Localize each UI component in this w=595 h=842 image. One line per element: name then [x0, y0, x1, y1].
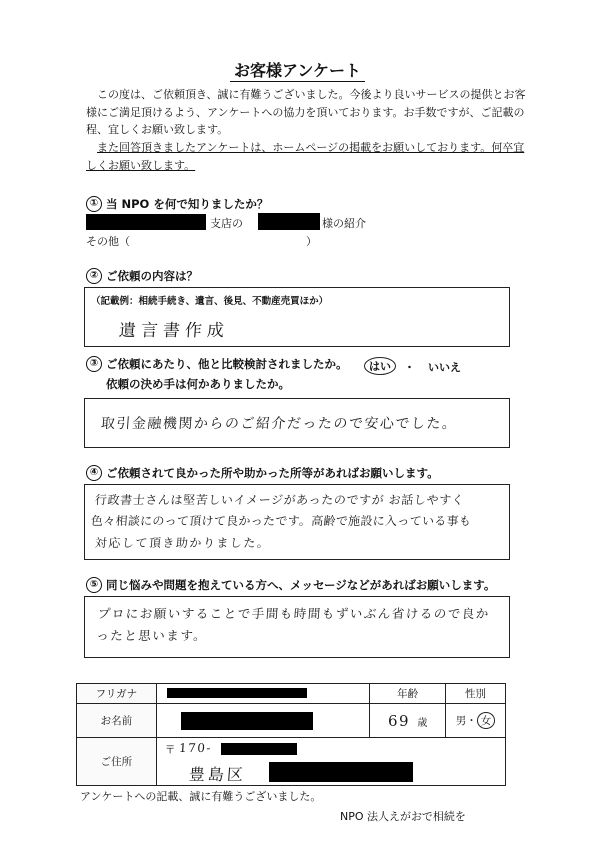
- furigana-label: フリガナ: [77, 684, 157, 704]
- redacted-branch: [86, 214, 206, 230]
- intro-underlined-text: また回答頂きましたアンケートは、ホームページの掲載をお願いしております。何卒宜しくお願い致します。: [86, 141, 525, 172]
- answer-box-2: [84, 287, 510, 347]
- answer-4-line-3: 対応して頂き助かりました。: [94, 536, 271, 550]
- address-cell: [156, 738, 505, 786]
- question-1-text: 当 NPO を何で知りましたか？: [106, 197, 269, 211]
- answer-3-handwritten: 取引金融機関からのご紹介だったので安心でした。: [100, 416, 458, 432]
- furigana-cell: [156, 684, 369, 704]
- question-5: [86, 577, 495, 593]
- gender-separator: ・: [466, 715, 477, 727]
- option-no: いいえ: [428, 361, 461, 374]
- question-1: [86, 196, 268, 212]
- postal-value: 170-: [178, 741, 213, 755]
- answer-2-handwritten: 遺言書作成: [118, 321, 230, 341]
- gender-female: 女: [477, 712, 496, 729]
- intro-underlined-paragraph: [86, 139, 526, 174]
- branch-suffix: 支店の: [210, 217, 243, 230]
- question-5-text: 同じ悩みや問題を抱えている方へ、メッセージなどがあればお願いします。: [106, 578, 496, 592]
- option-yes: [364, 357, 396, 375]
- address-label: ご住所: [77, 738, 157, 786]
- option-yes-circled: はい: [364, 357, 396, 375]
- other-close: ）: [306, 235, 317, 248]
- intro-paragraph: この度は、ご依頼頂き、誠に有難うございました。今後より良いサービスの提供とお客様にご満足頂けるよう、アンケートへの協力を頂いております。お手数ですが、ご記載の程、宜しくお願い致します。: [86, 88, 526, 136]
- name-label: お名前: [77, 704, 157, 738]
- age-cell: [370, 704, 446, 738]
- respondent-info-table: [76, 683, 506, 786]
- answer-4-line-2: 色々相談にのって頂けて良かったです。高齢で施設に入っている事も: [90, 514, 472, 528]
- question-3-text: ご依頼にあたり、他と比較検討されましたか。: [106, 357, 348, 371]
- gender-header: 性別: [446, 684, 506, 704]
- address-handwritten: 豊島区: [188, 765, 247, 784]
- answer-4-line-1: 行政書士さんは堅苦しいイメージがあったのですが お話しやすく: [94, 493, 465, 507]
- example-note: （記載例：相続手続き、遺言、後見、不動産売買ほか）: [91, 296, 329, 307]
- answer-box-4: [84, 484, 510, 560]
- question-1-number: ①: [86, 196, 102, 212]
- question-2-text: ご依頼の内容は？: [106, 269, 198, 283]
- referral-suffix: 様の紹介: [322, 217, 366, 230]
- age-header: 年齢: [370, 684, 446, 704]
- age-value: 69: [387, 711, 411, 730]
- answer-5-handwritten: プロにお願いすることで手間も時間もずいぶん省けるので良かったと思います。: [95, 606, 491, 643]
- question-4-number: ④: [86, 465, 102, 481]
- gender-male: 男: [455, 715, 467, 727]
- postal-prefix: 〒: [164, 744, 176, 756]
- question-2: [86, 268, 198, 284]
- answer-box-5: [84, 596, 510, 658]
- name-cell: [156, 704, 369, 738]
- redacted-name: [181, 712, 313, 730]
- other-label: その他（: [86, 235, 130, 248]
- question-5-number: ⑤: [86, 577, 102, 593]
- redacted-furigana: [167, 688, 307, 698]
- question-2-number: ②: [86, 268, 102, 284]
- option-separator: ・: [404, 361, 415, 374]
- answer-box-3: [84, 398, 510, 448]
- question-4: [86, 465, 439, 481]
- age-unit: 歳: [417, 717, 428, 729]
- redacted-address: [269, 762, 413, 782]
- footer-thanks: アンケートへの記載、誠に有難うございました。: [80, 790, 322, 803]
- question-3-sub: 依頼の決め手は何かありましたか。: [106, 377, 290, 391]
- survey-title: お客様アンケート: [0, 58, 595, 81]
- redacted-postal: [221, 743, 297, 755]
- redacted-referrer: [258, 213, 320, 230]
- question-4-text: ご依頼されて良かった所や助かった所等があればお願いします。: [106, 466, 439, 480]
- question-3: [86, 356, 348, 372]
- footer-organization: NPO 法人えがおで相続を: [340, 810, 466, 823]
- gender-cell: [446, 704, 506, 738]
- question-3-number: ③: [86, 356, 102, 372]
